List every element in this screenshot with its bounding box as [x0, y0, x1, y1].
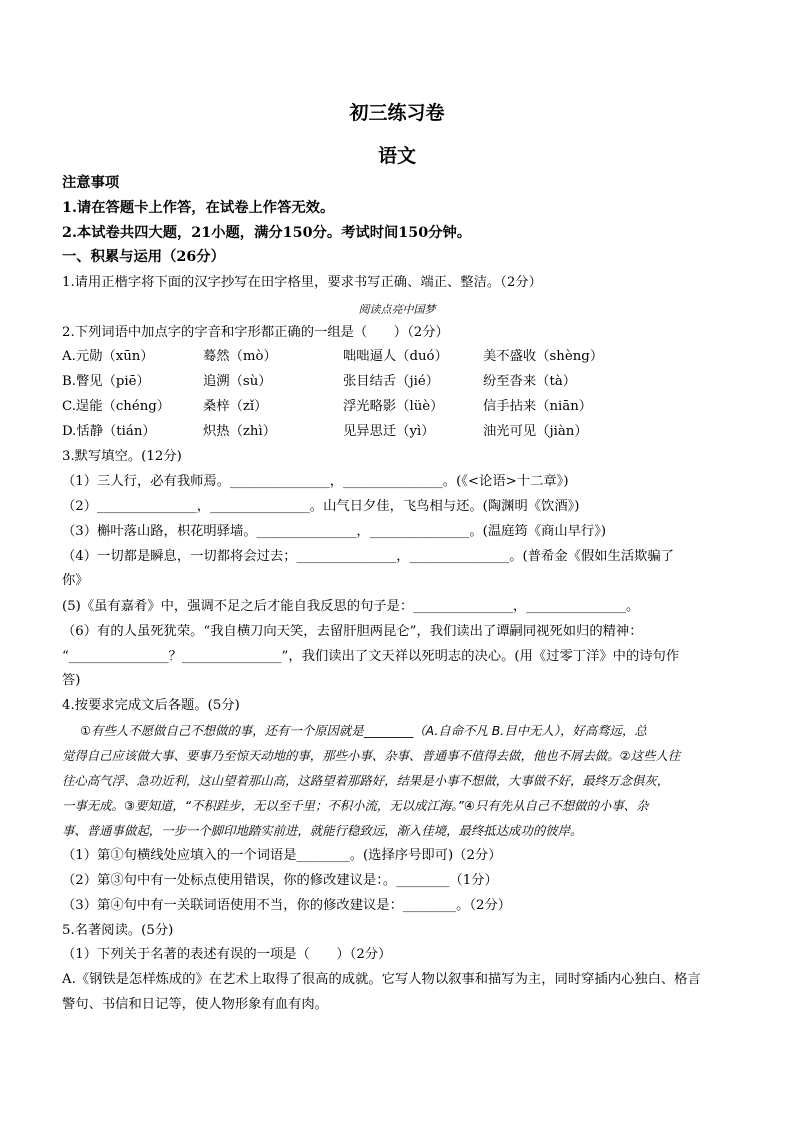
option-cell: 纷至沓来（tà）	[483, 374, 577, 389]
notice-item: 2.本试卷共四大题，21小题，满分150分。考试时间150分钟。	[62, 225, 472, 241]
exam-title: 初三练习卷	[349, 102, 445, 124]
option-cell: 见异思迁（yì）	[343, 424, 435, 439]
passage-line: 事、普通事做起，一步一个脚印地踏实前进，就能行稳致远，渐入佳境，最终抵达成功的彼岸。	[62, 823, 583, 838]
option-cell: 信手拈来（niān）	[483, 399, 593, 414]
option-cell: 油光可见（jiàn）	[483, 424, 588, 439]
option-cell: 浮光略影（lüè）	[343, 399, 444, 414]
option-cell: A.元勋（xūn）	[62, 349, 154, 364]
sub-question: （1）下列关于名著的表述有误的一项是（ ）（2分）	[62, 947, 392, 962]
fill-blank-line: (5)《虽有嘉肴》中，强调不足之后才能自我反思的句子是：_______________，_______________。	[62, 599, 640, 614]
option-cell: 张目结舌（jié）	[343, 374, 440, 389]
sub-question: （1）第①句横线处应填入的一个词语是________。(选择序号即可)（2分）	[62, 848, 502, 863]
notice-item: 1.请在答题卡上作答，在试卷上作答无效。	[62, 200, 335, 216]
fill-blank-line: （2）_______________，_______________。山气日夕佳，飞鸟相与还。(陶渊明《饮酒》)	[62, 499, 580, 514]
copy-text: 阅读点亮中国梦	[358, 303, 436, 316]
fill-blank-line: 你》	[62, 573, 89, 588]
subject-title: 语文	[377, 145, 416, 167]
option-cell: 追溯（sù）	[203, 374, 272, 389]
fill-blank-line: （6）有的人虽死犹荣。“我自横刀向天笑，去留肝胆两昆仑”，我们读出了谭嗣同视死如归的精神：	[62, 624, 643, 639]
passage-line: ①有些人不愿做自己不想做的事，还有一个原因就是________（A.自命不凡 B.目中无人），好高骛远，总	[80, 723, 647, 738]
option-cell: 蓦然（mò）	[203, 349, 277, 364]
question-3: 3.默写填空。(12分)	[62, 449, 182, 464]
question-4: 4.按要求完成文后各题。(5分)	[62, 698, 240, 713]
option-cell: 咄咄逼人（duó）	[343, 349, 448, 364]
option-cell: 美不盛收（shèng）	[483, 349, 604, 364]
passage-line: 一事无成。③要知道，“不积跬步，无以至千里；不积小流，无以成江海。”④只有先从自己不想做的小事、杂	[62, 798, 649, 813]
option-cell: 桑梓（zǐ）	[203, 399, 268, 414]
passage-line: 觉得自己应该做大事、要事乃至惊天动地的事，那些小事、杂事、普通事不值得去做，他也不屑去做。②这些人往	[62, 748, 681, 763]
fill-blank-line: 答)	[62, 673, 81, 688]
option-cell: C.逞能（chéng）	[62, 399, 171, 414]
option-cell: D.恬静（tián）	[62, 424, 156, 439]
option-text: A.《钢铁是怎样炼成的》在艺术上取得了很高的成就。它写人物以叙事和描写为主，同时穿插内心独白、格言	[62, 972, 701, 987]
fill-blank-line: （1）三人行，必有我师焉。_______________，_______________。(《<论语>十二章》)	[62, 474, 569, 489]
section-heading: 一、积累与运用（26分）	[62, 249, 225, 265]
fill-blank-line: （4）一切都是瞬息，一切都将会过去；_______________，_______________。(普希金《假如生活欺骗了	[62, 549, 675, 564]
question-2: 2.下列词语中加点字的字音和字形都正确的一组是（ ）（2分）	[62, 325, 449, 340]
question-1: 1.请用正楷字将下面的汉字抄写在田字格里，要求书写正确、端正、整洁。（2分）	[62, 275, 542, 290]
option-text: 警句、书信和日记等，使人物形象有血有肉。	[62, 997, 328, 1012]
passage-line: 往心高气浮、急功近利，这山望着那山高，这路望着那路好，结果是小事不想做，大事做不好，最终万念俱灰，	[62, 773, 670, 788]
question-5: 5.名著阅读。(5分)	[62, 923, 174, 938]
option-cell: B.瞥见（piē）	[62, 374, 150, 389]
fill-blank-line: “_______________？_______________”，我们读出了文天祥以死明志的决心。(用《过零丁洋》中的诗句作	[62, 649, 680, 664]
notice-heading: 注意事项	[62, 175, 120, 191]
sub-question: （2）第③句中有一处标点使用错误，你的修改建议是：。________（1分）	[62, 873, 498, 888]
fill-blank-line: （3）槲叶落山路，枳花明驿墙。_______________，_______________。(温庭筠《商山早行》)	[62, 524, 607, 539]
option-cell: 炽热（zhì）	[203, 424, 277, 439]
sub-question: （3）第④句中有一关联词语使用不当，你的修改建议是：________。（2分）	[62, 898, 512, 913]
